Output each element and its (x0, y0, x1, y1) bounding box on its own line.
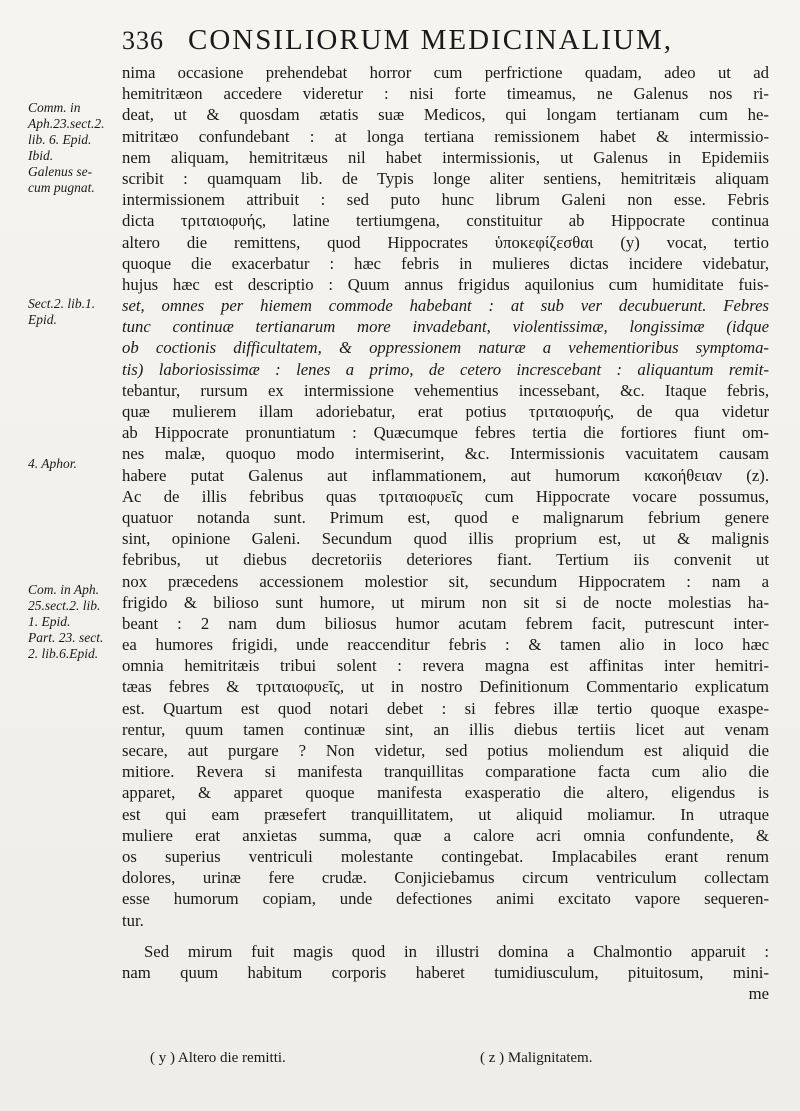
text-line: tur. (122, 910, 144, 930)
footnote-y: ( y ) Altero die remitti. (150, 1050, 286, 1066)
margin-note-line: 25.sect.2. lib. (28, 598, 101, 613)
footnotes (150, 1050, 750, 1076)
margin-note (28, 100, 123, 196)
margin-note (28, 296, 123, 328)
margin-note-line: Part. 23. sect. (28, 630, 104, 645)
text-line: mitritæo confundebant : at longa tertiana remissionem habet & intermissio- (122, 126, 769, 146)
text-line: nem aliquam, hemitritæus nil habet intermissionis, ut Galenus in Epidemiis (122, 147, 769, 167)
text-line: dicta τριταιοφυής, latine tertiumgena, constituitur ab Hippocrate continua (122, 211, 769, 231)
text-line: habere putat Galenus aut inflammationem, aut humorum κακοήθειαν (z). (122, 465, 769, 485)
text-line: quatuor notanda sunt. Primum est, quod e malignarum febrium genere (122, 507, 769, 527)
paragraph-gap (122, 931, 769, 941)
text-line: nes malæ, quoquo modo intermiserint, &c. Intermissionis vacuitatem causam (122, 444, 769, 464)
text-line: intermissionem attribuit : sed puto hunc librum Galeni non esse. Febris (122, 190, 769, 210)
margin-note-line: cum pugnat. (28, 180, 95, 195)
margin-note-line: Galenus se- (28, 164, 93, 179)
margin-note-line: 1. Epid. (28, 614, 71, 629)
text-line: nima occasione prehendebat horror cum perfrictione quadam, adeo ut ad (122, 63, 769, 82)
margin-note (28, 456, 123, 472)
text-line: dolores, urinæ fere crudæ. Conjiciebamus circum ventriculum collectam (122, 868, 769, 888)
text-line: nox præcedens accessionem molestior sit, secundum Hippocratem : nam a (122, 571, 769, 591)
margin-note-line: Aph.23.sect.2. (28, 116, 105, 131)
text-line: tunc continuæ tertianarum more invadebant, violentissimæ, longissimæ (idque (122, 317, 769, 337)
running-head (122, 22, 762, 62)
text-line: est. Quartum est quod notari debet : si febres illæ tertio quoque exaspe- (122, 698, 769, 718)
text-line: secare, aut purgare ? Non videtur, sed potius moliendum est aliquid die (122, 741, 769, 760)
page-number: 336 (122, 26, 164, 55)
text-line: deat, ut & quosdam ætatis suæ Medicos, qui longam tertianam cum he- (122, 105, 769, 125)
margin-notes (28, 100, 123, 720)
text-line: sint, opinione Galeni. Secundum quod illis proprium est, ut & malignis (122, 529, 769, 549)
text-line: quoque die exacerbatur : hæc febris in mulieres dictas incidere videbatur, (122, 253, 769, 273)
text-line: est qui eam præsefert tranquillitatem, ut aliquid moliamur. In utraque (122, 804, 769, 824)
text-line: apparet, & apparet quoque manifesta exasperatio die altero, eligendus is (122, 783, 769, 803)
footnote-z: ( z ) Malignitatem. (480, 1050, 593, 1066)
margin-note-line: Ibid. (28, 148, 54, 163)
text-line: Ac de illis febribus quas τριταιοφυεῖς cum Hippocrate vocare possumus, (122, 486, 769, 506)
text-line: scribit : quamquam lib. de Typis longe aliter sentiens, hemitritæis aliquam (122, 168, 769, 188)
text-line: hemitritæon accedere videretur : nisi forte timeamus, ne Galenus nos ri- (122, 84, 769, 104)
text-line: quæ mulierem illam adoriebatur, erat potius τριταιοφυής, de qua videtur (122, 402, 769, 421)
text-line: hujus hæc est descriptio : Quum annus frigidus aquilonius cum humiditate fuis- (122, 274, 769, 294)
text-line: tæas febres & τριταιοφυεῖς, ut in nostro Definitionum Commentario explicatum (122, 677, 769, 697)
text-line: febribus, ut diebus decretoriis deteriores fiant. Tertium iis convenit ut (122, 550, 769, 570)
margin-note-line: Comm. in (28, 100, 81, 115)
text-line: rentur, quum tamen continuæ sint, an illis diebus tertiis licet aut venam (122, 719, 769, 739)
text-line: tis) laboriosissimæ : lenes a primo, de cetero increscebant : aliquantum remit- (122, 359, 769, 379)
margin-note-line: 2. lib.6.Epid. (28, 646, 99, 661)
text-line: set, omnes per hiemem commode habebant : at sub ver decubuerunt. Febres (122, 296, 769, 316)
text-line: ea humores frigidi, unde reaccenditur febris : & tamen alio in loco hæc (122, 635, 769, 655)
catchword: me (748, 984, 769, 1004)
text-line: muliere erat anxietas summa, quæ a calore acri omnia confundente, & (122, 825, 769, 845)
running-title: CONSILIORUM MEDICINALIUM, (188, 24, 673, 56)
text-line: Sed mirum fuit magis quod in illustri domina a Chalmontio apparuit : (144, 941, 769, 961)
margin-note-line: 4. Aphor. (28, 456, 77, 471)
text-line: frigido & bilioso sunt humore, ut mirum non sit si de nocte molestias ha- (122, 592, 769, 612)
text-line: altero die remittens, quod Hippocrates ὑποκεφίζεσθαι (y) vocat, tertio (122, 232, 769, 252)
text-line: nam quum habitum corporis haberet tumidiusculum, pituitosum, mini- (122, 962, 769, 982)
text-line: os superius ventriculi molestante contingebat. Implacabiles erant renum (122, 846, 769, 866)
text-line: tebantur, rursum ex intermissione vehementius incessebant, &c. Itaque febris, (122, 380, 769, 400)
margin-note (28, 582, 123, 662)
text-line: beant : 2 nam dum biliosus humor acutam febrem facit, putrescunt inter- (122, 613, 769, 633)
text-line: ob coctionis difficultatem, & oppressionem naturæ a vehementioribus symptoma- (122, 338, 769, 358)
text-line: esse humorum copiam, unde defectiones animi excitato vapore sequeren- (122, 889, 769, 909)
margin-note-line: lib. 6. Epid. (28, 132, 92, 147)
body-text (122, 62, 769, 1037)
text-line: ab Hippocrate pronuntiatum : Quæcumque febres tertia die fortiores fiunt om- (122, 423, 769, 443)
margin-note-line: Epid. (28, 312, 57, 327)
margin-note-line: Sect.2. lib.1. (28, 296, 96, 311)
margin-note-line: Com. in Aph. (28, 582, 100, 597)
text-line: omnia hemitritæis tribui solent : revera magna est affinitas inter hemitri- (122, 656, 769, 676)
text-line: mitiore. Revera si manifesta tranquillitas comparatione facta cum alio die (122, 762, 769, 782)
